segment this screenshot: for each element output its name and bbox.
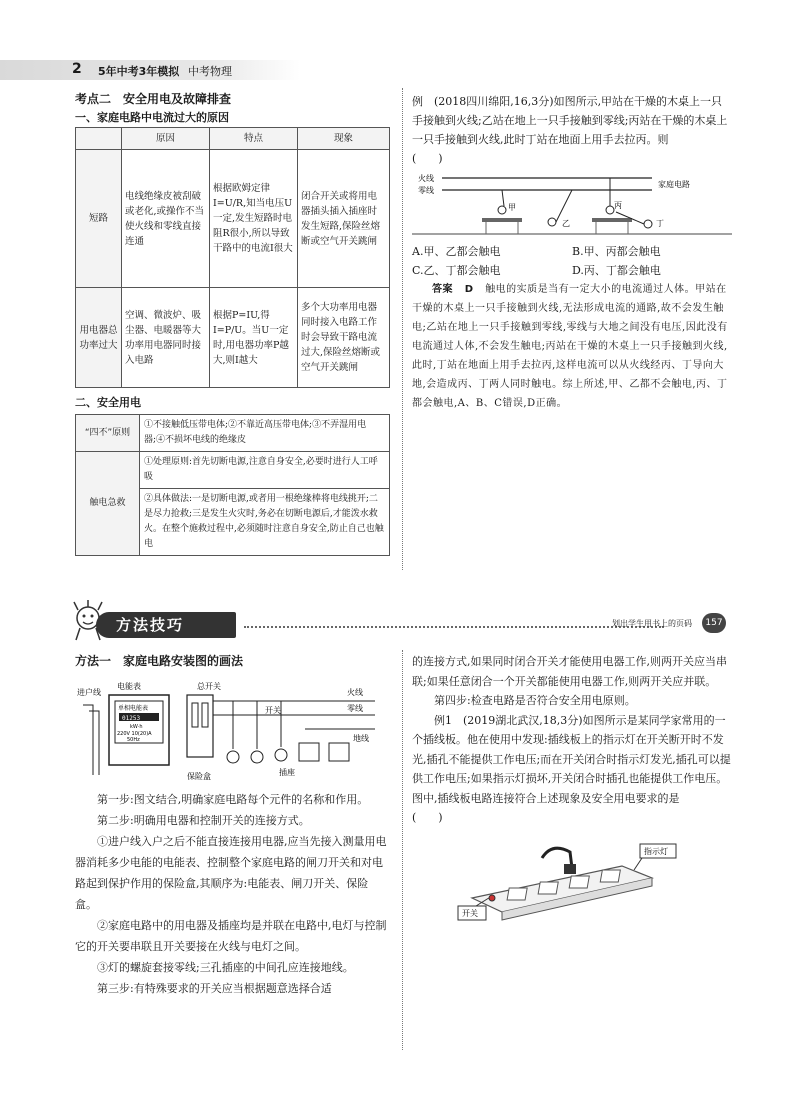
page-header xyxy=(0,60,300,80)
cause-table xyxy=(75,127,390,388)
figure-label-neutral: 零线 xyxy=(418,186,434,195)
table-row xyxy=(76,150,390,288)
subsection-title-1: 一、家庭电路中电流过大的原因 xyxy=(75,111,229,124)
answer-label: 答案 xyxy=(432,284,453,295)
method-paragraph: ②家庭电路中的用电器及插座均是并联在电路中,电灯与控制它的开关要串联且开关要接在火线与电灯之间。 xyxy=(75,919,387,953)
power-strip-figure xyxy=(452,838,692,928)
example-question: 例 (2018四川绵阳,16,3分)如图所示,甲站在干燥的木桌上一只手接触到火线;乙站在地上一只手接触到零线;丙站在干燥的木桌上一只手接触到火线,此时丁站在地面上用手去拉丙。则 ( ) xyxy=(412,95,779,165)
page-number: 2 xyxy=(72,61,82,77)
answer-letter: D xyxy=(464,284,474,295)
choice-c: C.乙、丁都会触电 xyxy=(412,264,501,277)
label-switch: 开关 xyxy=(265,706,281,715)
banner-page-badge: 157 xyxy=(702,613,726,633)
right-column xyxy=(412,92,779,413)
safety-table xyxy=(75,414,390,556)
meter-spec2: 50Hz xyxy=(127,737,140,743)
label-meter: 电能表 xyxy=(117,682,141,691)
cell-text: ①不接触低压带电体;②不靠近高压带电体;③不弄湿用电器;④不损坏电线的绝缘皮 xyxy=(140,415,390,452)
label-neutral: 零线 xyxy=(347,704,363,713)
method-paragraph: ①进户线入户之后不能直接连接用电器,应当先接入测量用电器消耗多少电能的电能表、控制整个家庭电路的闸刀开关和对电路起到保护作用的保险盒,其顺序为:电能表、闸刀开关、保险盒。 xyxy=(75,835,387,911)
cell-cause: 电线绝缘皮被刮破或老化,或操作不当使火线和零线直接连通 xyxy=(122,150,210,288)
table-header-feature: 特点 xyxy=(210,128,298,150)
right-bottom-column xyxy=(412,652,732,928)
subject-label: 中考物理 xyxy=(188,65,232,78)
meter-reading: 01253 xyxy=(122,715,141,722)
cell-phenomenon: 闭合开关或将用电器插头插入插座时发生短路,保险丝熔断或空气开关跳闸 xyxy=(298,150,390,288)
label-indicator: 指示灯 xyxy=(644,846,668,856)
method-title: 方法一 家庭电路安装图的画法 xyxy=(75,654,244,668)
method-paragraph: 第三步:有特殊要求的开关应当根据题意选择合适 xyxy=(97,982,332,995)
subsection-title-2: 二、安全用电 xyxy=(75,396,141,409)
cell-text: ①处理原则:首先切断电源,注意自身安全,必要时进行人工呼吸 xyxy=(140,452,390,489)
choice-a: A.甲、乙都会触电 xyxy=(412,245,501,258)
table-header-phenomenon: 现象 xyxy=(298,128,390,150)
rb-paragraph: 第四步:检查电路是否符合安全用电原则。 xyxy=(434,694,636,707)
cell-feature: 根据P=IU,得I=P/U。当U一定时,用电器功率P越大,则I越大 xyxy=(210,288,298,388)
table-header-empty xyxy=(76,128,122,150)
method-paragraph: ③灯的螺旋套接零线;三孔插座的中间孔应连接地线。 xyxy=(97,961,354,974)
figure-label-live: 火线 xyxy=(418,174,434,183)
choice-b: B.甲、丙都会触电 xyxy=(572,245,661,258)
household-circuit-figure xyxy=(75,675,385,785)
label-live: 火线 xyxy=(347,688,363,697)
figure-label-bing: 丙 xyxy=(614,201,622,210)
answer-block xyxy=(412,280,732,413)
label-fuse-box: 保险盒 xyxy=(187,772,211,781)
choice-d: D.丙、丁都会触电 xyxy=(572,264,661,277)
choices xyxy=(412,242,732,280)
banner-right-text: 划出学生用书上的页码 xyxy=(612,619,692,628)
cell-cause: 空调、微波炉、吸尘器、电暖器等大功率用电器同时接入电路 xyxy=(122,288,210,388)
cell-feature: 根据欧姆定律I=U/R,知当电压U一定,发生短路时电阻R很小,所以导致干路中的电流I很大 xyxy=(210,150,298,288)
banner-tag-text: 方法技巧 xyxy=(116,616,185,634)
label-switch-strip: 开关 xyxy=(462,908,478,918)
cell-text: ②具体做法:一是切断电源,或者用一根绝缘棒将电线挑开;二是尽力抢救;三是发生火灾时,务必在切断电源后,才能泼水救火。在整个施救过程中,必须随时注意自身安全,防止自己也触电 xyxy=(140,489,390,556)
method-banner xyxy=(66,600,734,642)
left-column xyxy=(75,90,390,556)
figure-label-jia: 甲 xyxy=(508,203,516,212)
book-title: 5年中考3年模拟 xyxy=(98,65,180,78)
column-divider xyxy=(402,88,403,570)
rb-paragraph: 的连接方式,如果同时闭合开关才能使用电器工作,则两开关应当串联;如果任意闭合一个开关都能使用电器工作,则两开关应并联。 xyxy=(412,655,727,688)
answer-text: 触电的实质是当有一定大小的电流通过人体。甲站在干燥的木桌上一只手接触到火线,无法形成电流的通路,故不会发生触电;乙站在地上一只手接触到零线,零线与大地之间没有电压,因此没有电流通过人体,不会发生触电;丙站在干燥的木桌上一只手接触到火线,此时,丁站在地面上用手去拉丙,这样电流可以从火线经丙、丁导向大地,会造成丙、丁两人同时触电。综上所述,甲、乙都不会触电,丙、丁都会触电,A、B、C错误,D正确。 xyxy=(412,284,728,409)
row-label: 用电器总功率过大 xyxy=(76,288,122,388)
table-row xyxy=(76,452,390,489)
method-paragraph: 第一步:图文结合,明确家庭电路每个元件的名称和作用。 xyxy=(97,793,369,806)
figure-label-circuit: 家庭电路 xyxy=(658,180,690,189)
row-label: “四不”原则 xyxy=(76,415,140,452)
banner-dots xyxy=(244,626,664,628)
rb-paragraph: 例1 (2019湖北武汉,18,3分)如图所示是某同学家常用的一个插线板。他在使用中发现:插线板上的指示灯在开关断开时不发光,插孔不能提供工作电压;而在开关闭合时指示灯发光,插孔可以提供工作电压;如果指示灯损坏,开关闭合时插孔也能提供工作电压。图中,插线板电路连接符合上述现象及安全用电要求的是 ( ) xyxy=(412,713,731,824)
label-entry: 进户线 xyxy=(77,688,101,697)
table-row xyxy=(76,415,390,452)
method-column xyxy=(75,652,390,999)
row-label: 触电急救 xyxy=(76,452,140,556)
figure-label-ding: 丁 xyxy=(656,219,664,228)
label-main-switch: 总开关 xyxy=(197,682,221,691)
label-ground: 地线 xyxy=(353,734,369,743)
table-header-cause: 原因 xyxy=(122,128,210,150)
meter-face: 单相电能表 xyxy=(118,705,149,712)
electric-shock-figure xyxy=(412,170,732,240)
figure-label-yi: 乙 xyxy=(562,219,570,228)
meter-unit: kW·h xyxy=(130,724,143,730)
label-socket: 插座 xyxy=(279,768,295,777)
section-title: 考点二 安全用电及故障排查 xyxy=(75,92,232,106)
table-row xyxy=(76,288,390,388)
cell-phenomenon: 多个大功率用电器同时接入电路工作时会导致干路电流过大,保险丝熔断或空气开关跳闸 xyxy=(298,288,390,388)
column-divider xyxy=(402,650,403,1050)
meter-spec1: 220V 10(20)A xyxy=(117,731,152,737)
method-paragraph: 第二步:明确用电器和控制开关的连接方式。 xyxy=(97,814,310,827)
row-label: 短路 xyxy=(76,150,122,288)
